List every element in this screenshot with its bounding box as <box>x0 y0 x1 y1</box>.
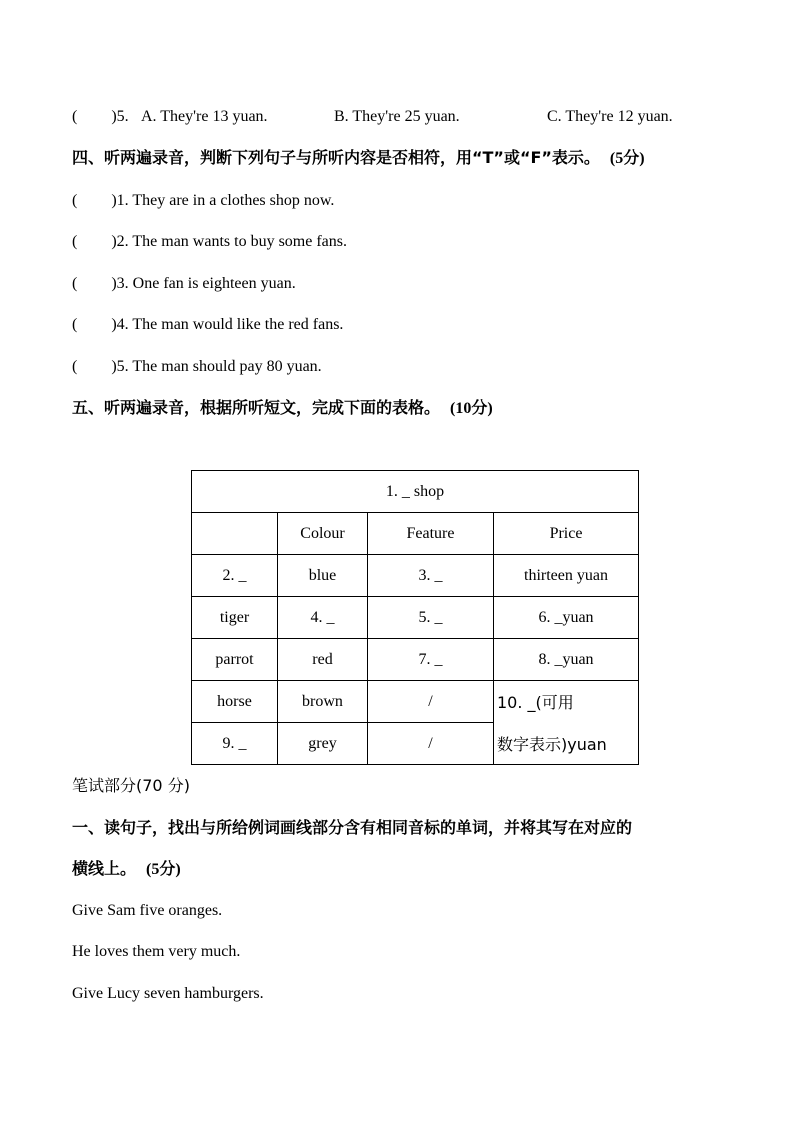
table-cell[interactable]: 4. _ <box>278 597 368 639</box>
tf-item-4 <box>72 315 343 335</box>
table-row <box>192 723 639 765</box>
section-4-title <box>72 148 645 169</box>
answer-paren: ( <box>72 108 78 125</box>
table-cell: grey <box>278 723 368 765</box>
table-cell[interactable]: 10. _(可用 <box>494 681 639 723</box>
example-sentence: Give Lucy seven hamburgers. <box>72 985 264 1002</box>
table-cell[interactable]: 9. _ <box>192 723 278 765</box>
table-header-row <box>192 471 639 513</box>
item-text: )2. The man wants to buy some fans. <box>111 233 347 250</box>
question-number: )5. <box>111 108 129 125</box>
tf-item-5 <box>72 357 322 377</box>
table-cell: thirteen yuan <box>494 555 639 597</box>
option-b: B. They're 25 yuan. <box>334 108 460 125</box>
table-cell: brown <box>278 681 368 723</box>
tf-item-3 <box>72 274 296 294</box>
item-text: )1. They are in a clothes shop now. <box>111 192 335 209</box>
table-row <box>192 639 639 681</box>
answer-paren: ( <box>72 233 78 250</box>
item-text: )5. The man should pay 80 yuan. <box>111 358 322 375</box>
table-cell[interactable]: 8. _yuan <box>494 639 639 681</box>
section-5-points: (10分) <box>450 400 493 417</box>
answer-paren: ( <box>72 192 78 209</box>
written-part-label: 笔试部分(70 分) <box>72 776 190 795</box>
column-header: Colour <box>278 513 368 555</box>
question-row <box>72 107 673 127</box>
item-text: )3. One fan is eighteen yuan. <box>111 275 296 292</box>
table-cell: blue <box>278 555 368 597</box>
table-row <box>192 597 639 639</box>
table-cell[interactable]: 2. _ <box>192 555 278 597</box>
table-cell[interactable]: 6. _yuan <box>494 597 639 639</box>
answer-paren: ( <box>72 316 78 333</box>
column-header: Feature <box>368 513 494 555</box>
written-section-1-points: (5分) <box>146 861 181 878</box>
section-4-points: (5分) <box>609 150 645 167</box>
column-header <box>192 513 278 555</box>
section-4-title-text: 四、听两遍录音，判断下列句子与所听内容是否相符，用“T”或“F”表示。 <box>72 148 600 167</box>
table-cell: parrot <box>192 639 278 681</box>
table-cell: 数字表示)yuan <box>494 723 639 765</box>
written-section-1-title-cont <box>72 859 181 880</box>
table-row <box>192 555 639 597</box>
answer-paren: ( <box>72 275 78 292</box>
tf-item-2 <box>72 232 347 252</box>
column-header: Price <box>494 513 639 555</box>
option-a: A. They're 13 yuan. <box>141 108 268 125</box>
table-cell: red <box>278 639 368 681</box>
section-5-title <box>72 398 493 419</box>
table-cell[interactable]: 7. _ <box>368 639 494 681</box>
table-cell: tiger <box>192 597 278 639</box>
answer-paren: ( <box>72 358 78 375</box>
example-sentence: Give Sam five oranges. <box>72 902 223 919</box>
table-cell[interactable]: 3. _ <box>368 555 494 597</box>
table-cell[interactable]: 5. _ <box>368 597 494 639</box>
written-section-1-title-text: 横线上。 <box>72 859 137 878</box>
written-section-1-title: 一、读句子，找出与所给例词画线部分含有相同音标的单词，并将其写在对应的 <box>72 818 633 837</box>
table-cell: / <box>368 723 494 765</box>
tf-item-1 <box>72 191 334 211</box>
table-cell: / <box>368 681 494 723</box>
answer-table <box>191 470 639 765</box>
table-cell: horse <box>192 681 278 723</box>
option-c: C. They're 12 yuan. <box>547 108 673 125</box>
item-text: )4. The man would like the red fans. <box>111 316 344 333</box>
section-5-title-text: 五、听两遍录音，根据所听短文，完成下面的表格。 <box>72 398 441 417</box>
table-column-row <box>192 513 639 555</box>
table-row <box>192 681 639 723</box>
table-title-cell[interactable]: 1. _ shop <box>192 471 639 513</box>
example-sentence: He loves them very much. <box>72 943 241 960</box>
